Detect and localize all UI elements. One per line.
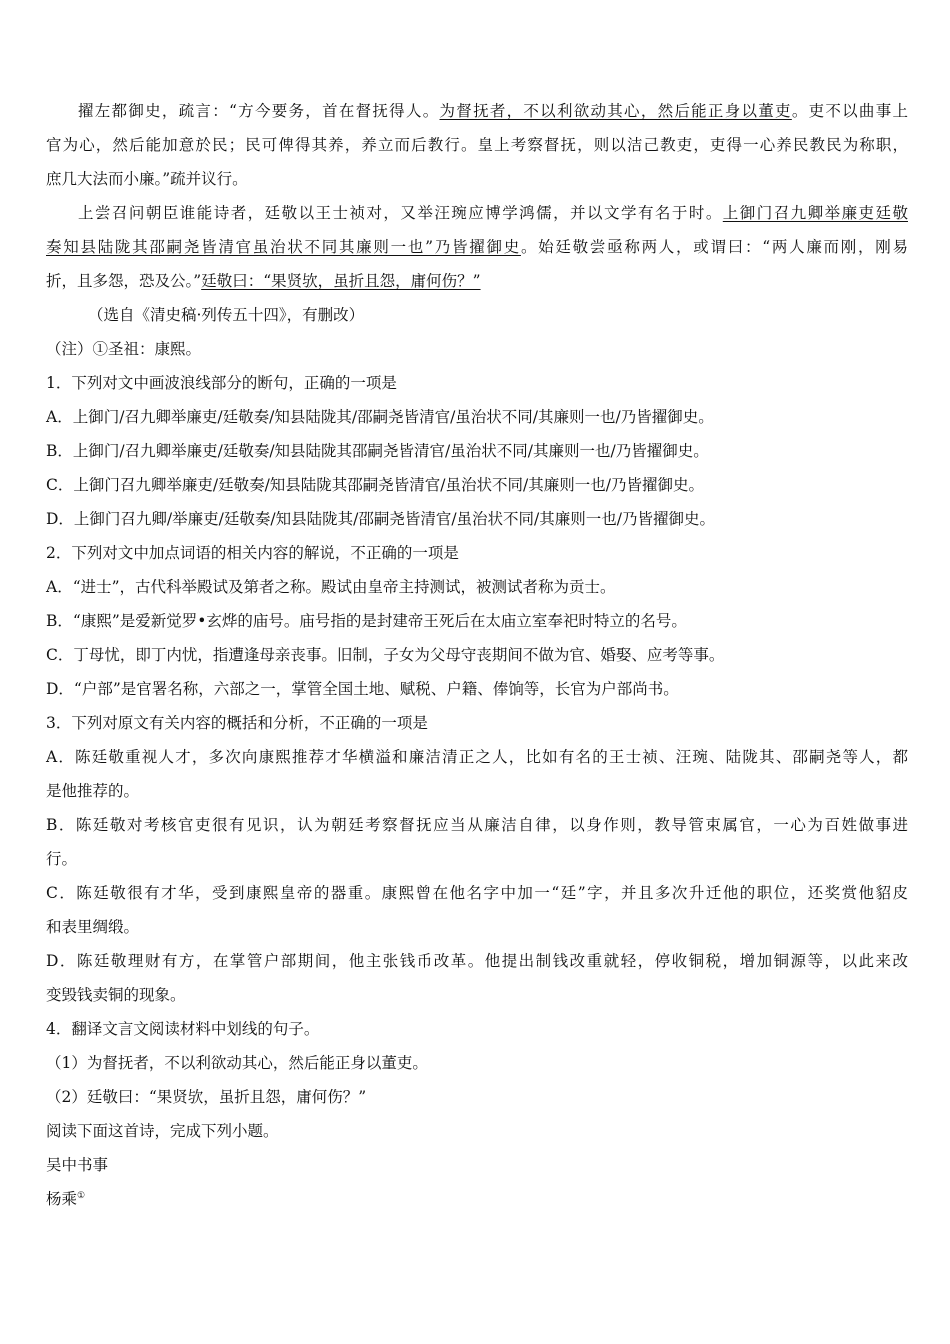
- passage-p1-line1: [46, 94, 908, 128]
- underlined-sentence-2: 廷敬曰：“果贤欤，虽折且怨，庸何伤？”: [201, 272, 481, 290]
- question-1-option-c: C．上御门召九卿举廉吏/廷敬奏/知县陆陇其邵嗣尧皆清官/虽治状不同/其廉则一也/乃皆擢御史。: [46, 476, 704, 494]
- question-3-option-c-line2: 和表里绸缎。: [46, 918, 140, 936]
- question-3-option-a-line1: A．陈廷敬重视人才，多次向康熙推荐才华横溢和廉洁清正之人，比如有名的王士祯、汪琬、陆陇其、邵嗣尧等人，都: [46, 748, 908, 766]
- question-1-stem: 1．下列对文中画波浪线部分的断句，正确的一项是: [46, 374, 397, 392]
- passage-p2-line1: [46, 196, 908, 230]
- passage-p1-line3: 庶几大法而小廉。”疏并议行。: [46, 170, 248, 188]
- passage-p2-line3: [46, 264, 908, 298]
- question-4-sentence-2: （2）廷敬曰：“果贤欤，虽折且怨，庸何伤？”: [46, 1088, 367, 1106]
- question-3-option-b-line1: B．陈廷敬对考核官吏很有见识，认为朝廷考察督抚应当从廉洁自律，以身作则，教导管束属官，一心为百姓做事进: [46, 816, 908, 834]
- question-2-stem: 2．下列对文中加点词语的相关内容的解说，不正确的一项是: [46, 544, 459, 562]
- question-2-option-a: A．“进士”，古代科举殿试及第者之称。殿试由皇帝主持测试，被测试者称为贡士。: [46, 578, 616, 596]
- question-3-option-b-line2: 行。: [46, 850, 78, 868]
- question-3-option-d-line2: 变毁钱卖铜的现象。: [46, 986, 186, 1004]
- poem-author-name: 杨乘: [46, 1190, 78, 1208]
- passage-text: 。吏不以曲事上: [791, 102, 908, 120]
- passage-text: 上尝召问朝臣谁能诗者，廷敬以王士祯对，又举汪琬应博学鸿儒，并以文学有名于时。: [78, 204, 723, 222]
- question-1-option-a: A．上御门/召九卿举廉吏/廷敬奏/知县陆陇其/邵嗣尧皆清官/虽治状不同/其廉则一也/乃皆擢御史。: [46, 408, 714, 426]
- question-4-sentence-1: （1）为督抚者，不以利欲动其心，然后能正身以董吏。: [46, 1054, 428, 1072]
- passage-text: 。始廷敬尝亟称两人，或谓曰：“两人廉而刚，刚易: [520, 238, 908, 256]
- question-2-option-c: C．丁母忧，即丁内忧，指遭逢母亲丧事。旧制，子女为父母守丧期间不做为官、婚娶、应考等事。: [46, 646, 725, 664]
- passage-text: 折，且多怨，恐及公。”: [46, 272, 202, 290]
- question-3-option-a-line2: 是他推荐的。: [46, 782, 140, 800]
- question-1-option-b: B．上御门/召九卿举廉吏/廷敬奏/知县陆陇其邵嗣尧皆清官/虽治状不同/其廉则一也/乃皆擢御史。: [46, 442, 709, 460]
- passage-text: 擢左都御史，疏言：“方今要务，首在督抚得人。: [78, 102, 440, 120]
- wavy-underlined-text: 奏知县陆陇其邵嗣尧皆清官虽治状不同其廉则一也”乃皆擢御史: [46, 238, 521, 256]
- question-2-option-d: D．“户部”是官署名称，六部之一，掌管全国土地、赋税、户籍、俸饷等，长官为户部尚书。: [46, 680, 679, 698]
- passage-source: （选自《清史稿·列传五十四》，有删改）: [88, 306, 365, 324]
- poem-intro: 阅读下面这首诗，完成下列小题。: [46, 1122, 279, 1140]
- question-2-option-b: B．“康熙”是爱新觉罗•玄烨的庙号。庙号指的是封建帝王死后在太庙立室奉祀时特立的名号。: [46, 612, 687, 630]
- footnote-marker: ①: [77, 1190, 86, 1201]
- wavy-underlined-text: 上御门召九卿举廉吏廷敬: [722, 204, 908, 222]
- question-3-option-c-line1: C．陈廷敬很有才华，受到康熙皇帝的器重。康熙曾在他名字中加一“廷”字，并且多次升迁他的职位，还奖赏他貂皮: [46, 884, 908, 902]
- question-4-stem: 4．翻译文言文阅读材料中划线的句子。: [46, 1020, 320, 1038]
- poem-author: [46, 1182, 908, 1216]
- question-3-stem: 3．下列对原文有关内容的概括和分析，不正确的一项是: [46, 714, 428, 732]
- document-page: [46, 94, 908, 1216]
- question-1-option-d: D．上御门召九卿/举廉吏/廷敬奏/知县陆陇其/邵嗣尧皆清官/虽治状不同/其廉则一也/乃皆擢御史。: [46, 510, 715, 528]
- poem-title: 吴中书事: [46, 1156, 109, 1174]
- passage-p1-line2: 官为心，然后能加意於民；民可俾得其养，养立而后教行。皇上考察督抚，则以洁己教吏，吏得一心养民教民为称职，: [46, 136, 908, 154]
- passage-p2-line2: [46, 230, 908, 264]
- question-3-option-d-line1: D．陈廷敬理财有方，在掌管户部期间，他主张钱币改革。他提出制钱改重就轻，停收铜税，增加铜源等，以此来改: [46, 952, 908, 970]
- underlined-sentence-1: 为督抚者，不以利欲动其心，然后能正身以董吏: [439, 102, 792, 120]
- passage-note: （注）①圣祖：康熙。: [46, 340, 202, 358]
